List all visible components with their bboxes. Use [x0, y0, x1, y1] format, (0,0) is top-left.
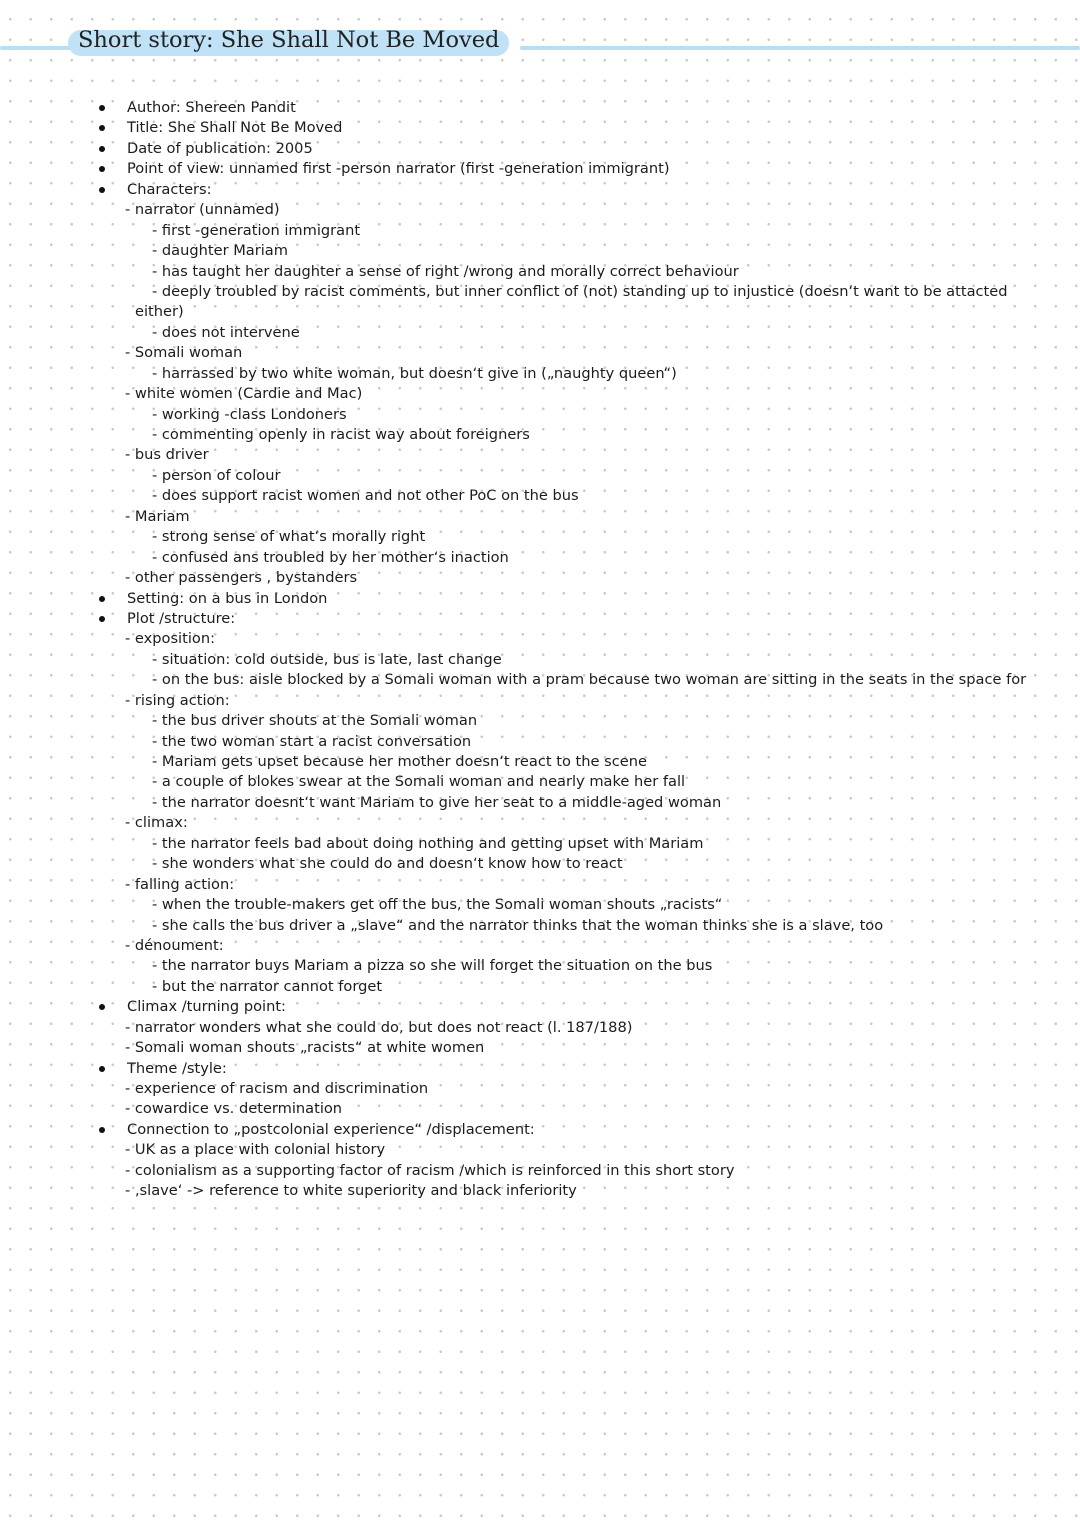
bullet-dot-icon [99, 187, 105, 193]
bullet-dot-icon [99, 1004, 105, 1010]
note-line [0, 732, 1080, 752]
note-text: - cowardice vs. determination [125, 1100, 343, 1118]
note-line [0, 1038, 1080, 1058]
note-text: - the bus driver shouts at the Somali woman [152, 712, 478, 730]
note-line [0, 711, 1080, 731]
note-line [0, 1099, 1080, 1119]
bullet-item [0, 139, 1080, 159]
note-text: - does not intervene [152, 323, 300, 341]
note-line [0, 854, 1080, 874]
note-line [0, 262, 1080, 282]
note-text: - exposition: [125, 630, 215, 648]
note-text: - person of colour [152, 466, 281, 484]
note-text: either) [135, 303, 184, 321]
note-line [0, 200, 1080, 220]
note-text: - white women (Cardie and Mac) [125, 385, 363, 403]
note-text: - ‚slave‘ -> reference to white superiority and black inferiority [125, 1182, 577, 1200]
bullet-item [0, 997, 1080, 1017]
note-line [0, 282, 1080, 302]
note-line [0, 486, 1080, 506]
bullet-item [0, 1059, 1080, 1079]
note-line [0, 875, 1080, 895]
bullet-dot-icon [99, 166, 105, 172]
note-text: - when the trouble-makers get off the bus, the Somali woman shouts „racists“ [152, 896, 723, 914]
note-text: Plot /structure: [127, 609, 236, 627]
note-text: - colonialism as a supporting factor of racism /which is reinforced in this short story [125, 1161, 735, 1179]
note-line [0, 670, 1080, 690]
note-text: - a couple of blokes swear at the Somali woman and nearly make her fall [152, 773, 686, 791]
note-text: - deeply troubled by racist comments, but inner conflict of (not) standing up to injustice (doesn‘t want to be attacted [152, 282, 1008, 300]
title-highlight [68, 27, 509, 56]
note-line [0, 691, 1080, 711]
note-text: - commenting openly in racist way about foreigners [152, 426, 530, 443]
note-line [0, 936, 1080, 956]
note-line [0, 1161, 1080, 1181]
note-text: - the narrator doesnt‘t want Mariam to give her seat to a middle-aged woman [152, 793, 722, 811]
note-line [0, 425, 1080, 445]
note-text: - Mariam [125, 507, 190, 525]
bullet-item [0, 118, 1080, 138]
note-line [0, 343, 1080, 363]
note-text: - the narrator buys Mariam a pizza so she will forget the situation on the bus [152, 957, 713, 975]
bullet-item [0, 1120, 1080, 1140]
note-line [0, 650, 1080, 670]
note-text: - harrassed by two white woman, but doesn‘t give in („naughty queen“) [152, 364, 677, 382]
note-text: - climax: [125, 814, 188, 832]
note-line [0, 241, 1080, 261]
notes-list [0, 98, 1080, 1202]
note-line [0, 1140, 1080, 1160]
note-line [0, 813, 1080, 833]
page-title: Short story: She Shall Not Be Moved [78, 27, 500, 53]
bullet-item [0, 589, 1080, 609]
note-line [0, 916, 1080, 936]
note-text: - the narrator feels bad about doing nothing and getting upset with Mariam [152, 834, 704, 852]
note-text: Author: Shereen Pandit [127, 99, 296, 116]
note-line [0, 772, 1080, 792]
bullet-dot-icon [99, 596, 105, 602]
note-line [0, 445, 1080, 465]
note-line [0, 956, 1080, 976]
note-line [0, 1181, 1080, 1201]
note-line [0, 221, 1080, 241]
note-line [0, 364, 1080, 384]
bullet-dot-icon [99, 105, 105, 111]
note-line [0, 1018, 1080, 1038]
note-line [0, 466, 1080, 486]
note-text: - Somali woman shouts „racists“ at white women [125, 1039, 485, 1057]
note-line [0, 793, 1080, 813]
note-text: - Somali woman [125, 344, 243, 362]
bullet-item [0, 159, 1080, 179]
note-line [0, 384, 1080, 404]
note-text: - confused ans troubled by her mother‘s inaction [152, 548, 509, 566]
note-text: - experience of racism and discrimination [125, 1080, 429, 1097]
note-text: - strong sense of what‘s morally right [152, 528, 426, 546]
note-line [0, 527, 1080, 547]
note-line [0, 629, 1080, 649]
note-text: Setting: on a bus in London [127, 589, 328, 607]
note-text: Date of publication: 2005 [127, 139, 313, 157]
note-line [0, 507, 1080, 527]
note-line [0, 1079, 1080, 1099]
note-text: - working -class Londoners [152, 405, 347, 423]
bullet-dot-icon [99, 1127, 105, 1133]
bullet-dot-icon [99, 146, 105, 152]
note-line [0, 752, 1080, 772]
note-text: - she wonders what she could do and doesn‘t know how to react [152, 855, 623, 873]
note-text: - situation: cold outside, bus is late, last change [152, 650, 502, 668]
bullet-dot-icon [99, 125, 105, 131]
note-text: - Mariam gets upset because her mother doesn‘t react to the scene [152, 753, 647, 770]
note-text: - UK as a place with colonial history [125, 1141, 386, 1159]
note-line [0, 405, 1080, 425]
note-text: - daughter Mariam [152, 242, 288, 260]
note-text: - dénoument: [125, 936, 224, 954]
note-text: Climax /turning point: [127, 998, 286, 1016]
note-text: - on the bus: aisle blocked by a Somali woman with a pram because two woman are sitting in the seats in the space for [152, 671, 1027, 689]
note-text: - bus driver [125, 446, 209, 464]
title-rule-left [0, 46, 72, 50]
note-text: - narrator wonders what she could do, but does not react (l. 187/188) [125, 1018, 633, 1036]
note-line [0, 302, 1080, 322]
note-text: - rising action: [125, 691, 230, 709]
note-line [0, 323, 1080, 343]
note-text: Connection to „postcolonial experience“ /displacement: [127, 1120, 535, 1138]
note-text: Point of view: unnamed first -person narrator (first -generation immigrant) [127, 160, 670, 178]
note-text: - other passengers , bystanders [125, 569, 358, 587]
bullet-dot-icon [99, 1066, 105, 1072]
note-line [0, 568, 1080, 588]
note-text: Characters: [127, 180, 212, 198]
note-line [0, 895, 1080, 915]
note-text: - does support racist women and not other PoC on the bus [152, 487, 579, 505]
note-line [0, 977, 1080, 997]
note-line [0, 834, 1080, 854]
note-text: Theme /style: [127, 1059, 227, 1077]
note-text: Title: She Shall Not Be Moved [127, 119, 343, 137]
note-text: - the two woman start a racist conversation [152, 732, 472, 750]
note-text: - first -generation immigrant [152, 221, 361, 239]
note-text: - has taught her daughter a sense of right /wrong and morally correct behaviour [152, 262, 739, 280]
note-text: - but the narrator cannot forget [152, 977, 383, 995]
bullet-item [0, 180, 1080, 200]
note-text: - she calls the bus driver a „slave“ and the narrator thinks that the woman thinks she is a slave, too [152, 916, 884, 934]
note-text: - falling action: [125, 875, 235, 893]
note-text: - narrator (unnamed) [125, 201, 280, 219]
note-line [0, 548, 1080, 568]
bullet-dot-icon [99, 616, 105, 622]
bullet-item [0, 609, 1080, 629]
bullet-item [0, 98, 1080, 118]
title-rule-right [520, 46, 1080, 50]
